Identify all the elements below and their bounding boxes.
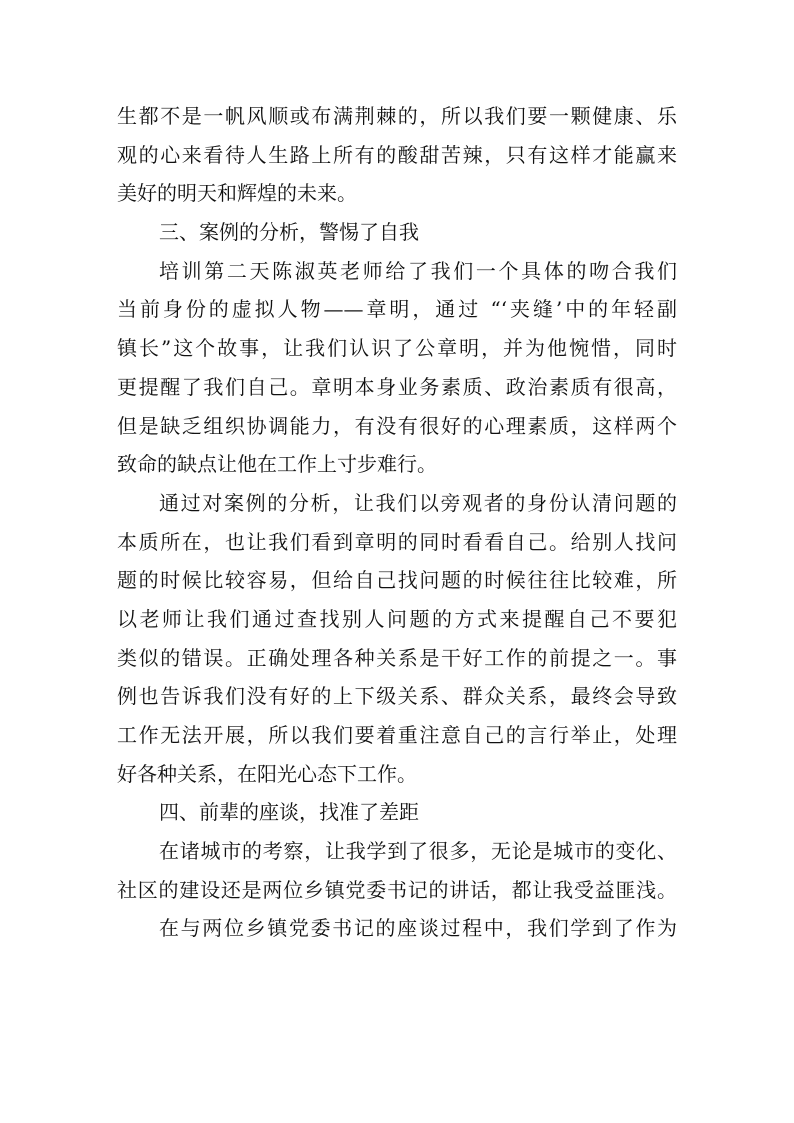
body-text-line: 在与两位乡镇党委书记的座谈过程中，我们学到了作为: [159, 916, 677, 941]
body-text-line: 当前身份的虚拟人物——章明，通过 “‘夹缝’中的年轻副: [117, 297, 677, 322]
section-heading: 三、案例的分析，警惕了自我: [159, 220, 419, 245]
body-text-line: 类似的错误。正确处理各种关系是干好工作的前提之一。事: [117, 645, 677, 670]
body-text-line: 本质所在，也让我们看到章明的同时看看自己。给别人找问: [117, 529, 677, 554]
body-text-line: 镇长”这个故事，让我们认识了公章明，并为他惋惜，同时: [117, 336, 677, 361]
body-text-line: 好各种关系，在阳光心态下工作。: [117, 761, 417, 786]
body-text-line: 题的时候比较容易，但给自己找问题的时候往往比较难，所: [117, 568, 677, 593]
body-text-line: 以老师让我们通过查找别人问题的方式来提醒自己不要犯: [117, 606, 677, 631]
body-text-line: 通过对案例的分析，让我们以旁观者的身份认清问题的: [159, 490, 677, 515]
body-text-line: 工作无法开展，所以我们要着重注意自己的言行举止，处理: [117, 723, 677, 747]
body-text-line: 例也告诉我们没有好的上下级关系、群众关系，最终会导致: [117, 684, 677, 709]
body-text-line: 在诸城市的考察，让我学到了很多，无论是城市的变化、: [159, 839, 677, 864]
body-text-line: 更提醒了我们自己。章明本身业务素质、政治素质有很高，: [117, 374, 677, 399]
section-heading: 四、前辈的座谈，找准了差距: [159, 800, 419, 825]
body-text-line: 观的心来看待人生路上所有的酸甜苦辣，只有这样才能赢来: [117, 142, 677, 167]
body-text-line: 美好的明天和辉煌的未来。: [117, 181, 357, 206]
body-text-line: 生都不是一帆风顺或布满荆棘的，所以我们要一颗健康、乐: [117, 104, 677, 128]
body-text-line: 社区的建设还是两位乡镇党委书记的讲话，都让我受益匪浅。: [117, 877, 677, 902]
body-text-line: 致命的缺点让他在工作上寸步难行。: [117, 452, 437, 477]
document-page: [117, 97, 677, 948]
body-text-line: 培训第二天陈淑英老师给了我们一个具体的吻合我们: [159, 258, 677, 283]
body-text-line: 但是缺乏组织协调能力，有没有很好的心理素质，这样两个: [117, 413, 677, 438]
